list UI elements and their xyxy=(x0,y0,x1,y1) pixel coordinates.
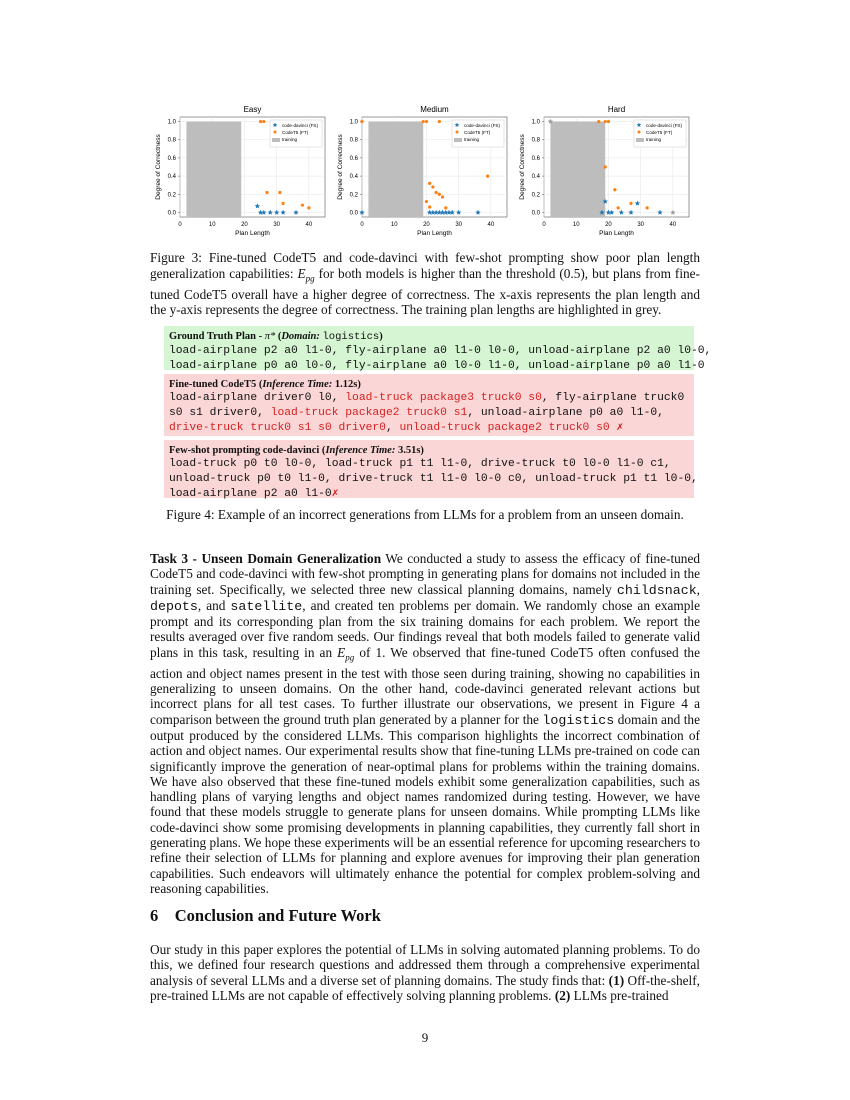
ft-l2-c: , unload-airplane p0 a0 l1-0, xyxy=(467,407,664,419)
y-tick-label: 0.8 xyxy=(167,137,176,144)
ground-truth-header: Ground Truth Plan - π* (Domain: logistics) xyxy=(169,331,383,343)
y-tick-label: 0.6 xyxy=(167,155,176,162)
gt-domain-label: Domain: xyxy=(281,331,320,342)
data-point-dot xyxy=(428,205,431,208)
legend-dot-icon xyxy=(638,131,641,134)
figure3-subscript: pg xyxy=(305,273,315,284)
data-point-dot xyxy=(265,191,268,194)
x-tick-label: 40 xyxy=(669,222,677,228)
x-tick-label: 0 xyxy=(178,222,182,228)
x-tick-label: 0 xyxy=(360,222,364,228)
task3-t6: domain and the output produced by the considered LLMs. This comparison highlights the incorrect combination of action and object names. Our experimental results show that fine-tuning LLMs pre-trained on code can significantly improve the generation of near-optimal plans for problems within the training domains. We have also observed that these fine-tuned models exhibit some generalization capabilities, such as handling plans of varying lengths and object names randomized during testing. However, we have found that these models struggle to generate plans for unseen domains. While prompting LLMs like code-davinci show some promising developments in planning capabilities, they currently fall short in generating plans. We hope these experiments will be an essential reference for upcoming researchers to refine their selection of LLMs for planning and explore avenues for improving their plan generation capabilities. Such endeavors will ultimately enhance the potential for complex problem-solving and reasoning capabilities. xyxy=(150,711,700,896)
task3-d1: childsnack xyxy=(616,582,697,598)
y-axis-label: Degree of Correctness xyxy=(337,134,344,200)
s6-b2: (2) xyxy=(554,987,571,1003)
ft-l1-b: load-truck package3 truck0 s0 xyxy=(345,392,542,404)
ft-line-2 xyxy=(169,406,689,421)
y-tick-label: 1.0 xyxy=(349,119,358,126)
y-tick-label: 0.2 xyxy=(167,192,176,199)
section6-heading: 6 Conclusion and Future Work xyxy=(150,906,381,925)
figure3-text-b: for both models is higher than the threshold (0.5), but plans from fine-tuned CodeT5 overall have a higher degree of correctness. The x-axis represents the plan length and the y-axis represents the degree of correctness. The training plan lengths are highlighted in grey. xyxy=(150,265,700,318)
data-point-dot xyxy=(259,120,262,123)
ft-l3-a: drive-truck truck0 s1 s0 driver0 xyxy=(169,422,386,434)
ft-line-3 xyxy=(169,421,689,436)
legend-label: training xyxy=(464,137,480,142)
data-point-dot xyxy=(607,120,610,123)
data-point-dot xyxy=(444,206,447,209)
training-region xyxy=(368,122,423,217)
fs-last: load-airplane p2 a0 l1-0 xyxy=(169,488,332,500)
chart-medium xyxy=(332,100,512,240)
y-tick-label: 0.2 xyxy=(349,192,358,199)
y-axis-label: Degree of Correctness xyxy=(155,134,162,200)
section6-paragraph xyxy=(150,942,700,1003)
data-point-dot xyxy=(431,185,434,188)
y-tick-label: 0.8 xyxy=(531,137,540,144)
ft-time-label: Inference Time: xyxy=(262,379,333,390)
s6-p2: Off-the-shelf, pre-trained LLMs are not capable of effectively solving planning problems. xyxy=(150,972,700,1003)
task3-paragraph xyxy=(150,551,700,896)
ft-l3-c: unload-truck package2 truck0 s0 xyxy=(399,422,610,434)
legend-label: CodeT5 (FT) xyxy=(464,130,491,135)
gt-line-1: load-airplane p2 a0 l1-0, fly-airplane a0 l1-0 l0-0, unload-airplane p2 a0 l0-0, xyxy=(169,345,712,357)
ground-truth-box xyxy=(164,326,712,372)
y-tick-label: 0.4 xyxy=(531,174,540,181)
task3-d3: satellite xyxy=(230,598,303,614)
y-tick-label: 0.6 xyxy=(349,155,358,162)
chart-title: Medium xyxy=(420,105,449,114)
data-point-dot xyxy=(428,182,431,185)
ft-title: Fine-tuned CodeT5 ( xyxy=(169,379,263,390)
data-point-dot xyxy=(441,195,444,198)
gt-line-2: load-airplane p0 a0 l0-0, fly-airplane a0 l0-0 l1-0, unload-airplane p0 a0 l1-0 xyxy=(169,360,705,372)
ft-l1-a: load-airplane driver0 l0, xyxy=(169,392,346,404)
davinci-box xyxy=(164,440,698,500)
fs-title: Few-shot prompting code-davinci ( xyxy=(169,445,326,456)
x-tick-label: 20 xyxy=(423,222,430,228)
fs-time-label: Inference Time: xyxy=(325,445,396,456)
chart-easy-svg xyxy=(150,100,330,240)
y-tick-label: 1.0 xyxy=(167,119,176,126)
legend-label: CodeT5 (FT) xyxy=(282,130,309,135)
x-tick-label: 30 xyxy=(455,222,463,228)
x-tick-label: 40 xyxy=(487,222,495,228)
chart-hard xyxy=(514,100,694,240)
data-point-dot xyxy=(278,191,281,194)
y-tick-label: 0.4 xyxy=(349,174,358,181)
task3-t1: We conducted a study to assess the efficacy of fine-tuned CodeT5 and code-davinci with few-shot prompting in generating plans for domains not included in the training set. Specifically, we selected three new classical planning domains, namely xyxy=(150,551,700,597)
gt-pi: π* xyxy=(264,331,276,342)
x-axis-label: Plan Length xyxy=(417,230,452,237)
figure3-caption xyxy=(150,250,700,318)
y-tick-label: 0.8 xyxy=(349,137,358,144)
legend-label: code-davinci (FS) xyxy=(646,123,682,128)
legend-dot-icon xyxy=(274,131,277,134)
x-tick-label: 20 xyxy=(241,222,248,228)
codet5-box xyxy=(164,374,694,436)
x-tick-label: 20 xyxy=(605,222,612,228)
ft-time: 1.12s) xyxy=(332,379,361,390)
x-tick-label: 30 xyxy=(637,222,645,228)
chart-title: Hard xyxy=(607,105,626,114)
y-tick-label: 1.0 xyxy=(531,119,540,126)
data-point-dot xyxy=(438,120,441,123)
gt-title: Ground Truth Plan - xyxy=(169,331,265,342)
task3-sub: pg xyxy=(345,652,355,663)
legend-training-swatch xyxy=(272,138,280,142)
task3-t2: , xyxy=(696,581,700,597)
training-region xyxy=(186,122,241,217)
y-tick-label: 0.2 xyxy=(531,192,540,199)
y-tick-label: 0.0 xyxy=(167,210,176,217)
chart-hard-svg xyxy=(514,100,694,240)
davinci-header xyxy=(169,444,689,457)
data-point-dot xyxy=(438,193,441,196)
page-number: 9 xyxy=(421,1030,429,1045)
data-point-dot xyxy=(435,191,438,194)
task3-t4: , and created ten problems per domain. We randomly chose an example prompt and its corresponding plan from the six training domains for each problem. We report the results averaged over five random seeds. Our findings reveal that both models failed to generate valid plans in this task, resulting in an xyxy=(150,597,701,660)
ft-l2-b: load-truck package2 truck0 s1 xyxy=(270,407,468,419)
data-point-dot xyxy=(604,165,607,168)
task3-t5: of 1. We observed that fine-tuned CodeT5 often confused the action and object names present in the test with those seen during training, showing no capabilities in generalizing to unseen domains. On the other hand, code-davinci generated relevant actions but incorrect plans for all test cases. To further illustrate our observations, we present in Figure 4 a comparison between the ground truth plan generated by a planner for the xyxy=(150,644,700,727)
data-point-dot xyxy=(597,120,600,123)
y-tick-label: 0.4 xyxy=(167,174,176,181)
figure3-symbol: E xyxy=(297,265,306,281)
figure3-label: Figure 3: xyxy=(150,250,209,265)
data-point-dot xyxy=(613,188,616,191)
gt-domain: logistics xyxy=(322,331,380,343)
data-point-dot xyxy=(262,120,265,123)
legend-training-swatch xyxy=(636,138,644,142)
x-tick-label: 10 xyxy=(572,222,580,228)
task3-heading: Task 3 - Unseen Domain Generalization xyxy=(150,551,382,566)
x-tick-label: 30 xyxy=(273,222,281,228)
fs-time: 3.51s) xyxy=(395,445,424,456)
legend-label: code-davinci (FS) xyxy=(464,123,500,128)
s6-p1: Our study in this paper explores the potential of LLMs in solving automated planning problems. To do this, we defined four research questions and addressed them through a comprehensive experimental analysis of several LLMs and a diverse set of planning domains. The study finds that: xyxy=(150,942,700,988)
y-tick-label: 0.0 xyxy=(531,210,540,217)
task3-d2: depots xyxy=(150,598,198,614)
task3-sym: E xyxy=(337,644,346,660)
x-tick-label: 10 xyxy=(390,222,398,228)
data-point-dot xyxy=(617,206,620,209)
chart-easy xyxy=(150,100,330,240)
legend-label: code-davinci (FS) xyxy=(282,123,318,128)
data-point-dot xyxy=(646,206,649,209)
s6-p3: LLMs pre-trained xyxy=(570,987,669,1003)
ft-l1-c: , fly-airplane truck0 xyxy=(541,392,685,404)
ft-line-1 xyxy=(169,391,689,406)
data-point-dot xyxy=(604,120,607,123)
legend-label: training xyxy=(282,137,298,142)
s6-b1: (1) xyxy=(608,972,625,988)
chart-medium-svg xyxy=(332,100,512,240)
data-point-dot xyxy=(360,120,363,123)
data-point-dot xyxy=(629,202,632,205)
fs-line-2: unload-truck p0 t0 l1-0, drive-truck t1 l1-0 l0-0 c0, unload-truck p1 t1 l0-0, xyxy=(169,473,698,485)
figure4-caption: Figure 4: Example of an incorrect generations from LLMs for a problem from an unseen domain. xyxy=(166,507,684,522)
codet5-header xyxy=(169,378,689,391)
y-tick-label: 0.0 xyxy=(349,210,358,217)
x-tick-label: 10 xyxy=(208,222,216,228)
figure3-text-a: Fine-tuned CodeT5 and code-davinci with few-shot prompting show poor plan length generalization capabilities: xyxy=(150,250,700,281)
legend-training-swatch xyxy=(454,138,462,142)
data-point-dot xyxy=(425,120,428,123)
x-tick-label: 0 xyxy=(542,222,546,228)
chart-title: Easy xyxy=(243,105,262,114)
task3-t3: , and xyxy=(197,597,231,613)
data-point-dot xyxy=(307,206,310,209)
legend-label: CodeT5 (FT) xyxy=(646,130,673,135)
data-point-dot xyxy=(301,204,304,207)
training-region xyxy=(550,122,605,217)
data-point-dot xyxy=(486,174,489,177)
data-point-dot xyxy=(422,120,425,123)
fs-line-3 xyxy=(169,487,689,502)
y-tick-label: 0.6 xyxy=(531,155,540,162)
legend-label: training xyxy=(646,137,662,142)
cross-mark-icon: ✗ xyxy=(616,422,624,434)
x-axis-label: Plan Length xyxy=(599,230,634,237)
y-axis-label: Degree of Correctness xyxy=(519,134,526,200)
data-point-dot xyxy=(425,200,428,203)
legend-dot-icon xyxy=(456,131,459,134)
task3-d4: logistics xyxy=(542,712,615,728)
data-point-dot xyxy=(282,202,285,205)
x-axis-label: Plan Length xyxy=(235,230,270,237)
cross-mark-icon-2: ✗ xyxy=(331,488,339,500)
fs-line-1: load-truck p0 t0 l0-0, load-truck p1 t1 l1-0, drive-truck t0 l0-0 l1-0 c1, xyxy=(169,458,671,470)
x-tick-label: 40 xyxy=(305,222,313,228)
ft-l3-b: , xyxy=(385,422,400,434)
ft-l2-a: s0 s1 driver0, xyxy=(169,407,271,419)
